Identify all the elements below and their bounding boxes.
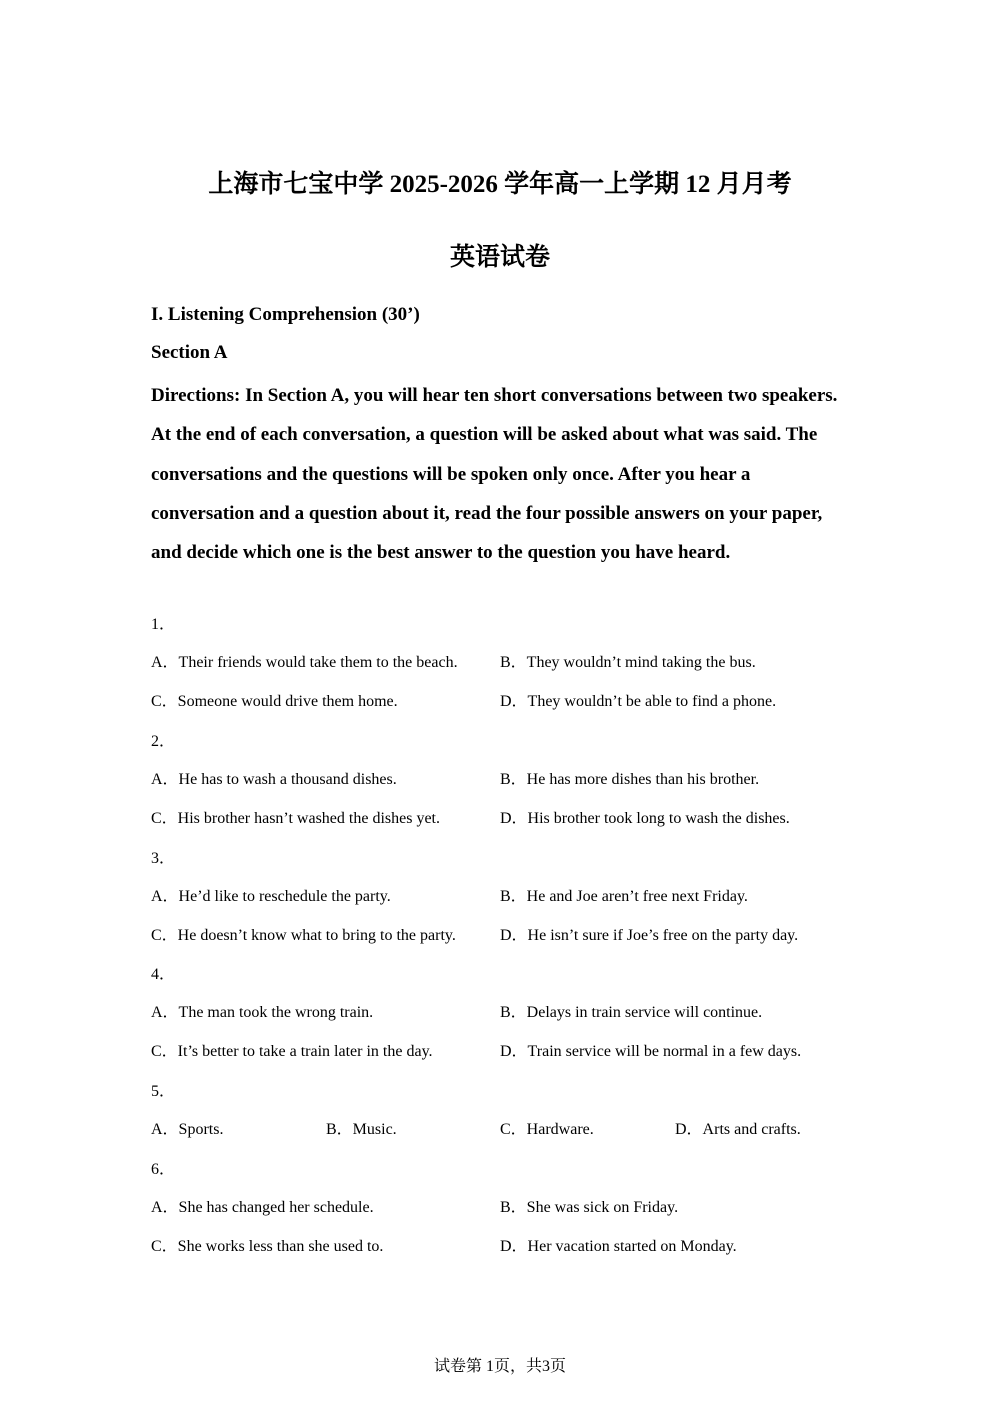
option-a: A．He has to wash a thousand dishes. [151, 771, 397, 788]
option-b: B．She was sick on Friday. [500, 1199, 679, 1216]
exam-title-line2: 英语试卷 [449, 244, 550, 271]
option-b: B．He has more dishes than his brother. [500, 771, 760, 788]
option-c: C．She works less than she used to. [151, 1238, 384, 1255]
option-d: D．They wouldn’t be able to find a phone. [500, 693, 777, 710]
question-number: 6． [151, 1161, 176, 1178]
option-b: B．They wouldn’t mind taking the bus. [500, 654, 756, 671]
option-d: D．His brother took long to wash the dishes. [500, 810, 790, 827]
question-number: 2． [151, 733, 176, 750]
question-number: 5． [151, 1083, 176, 1100]
option-d: D．He isn’t sure if Joe’s free on the party day. [500, 927, 799, 944]
question-number: 4． [151, 966, 176, 983]
option-d: D．Her vacation started on Monday. [500, 1238, 737, 1255]
option-c: C．His brother hasn’t washed the dishes yet. [151, 810, 440, 827]
option-d: D．Train service will be normal in a few days. [500, 1043, 802, 1060]
option-c: C．He doesn’t know what to bring to the party. [151, 927, 456, 944]
page-number-footer: 试卷第 1页，共3页 [433, 1358, 566, 1375]
option-b: B．Music. [326, 1121, 397, 1138]
exam-title-line1: 上海市七宝中学 2025-2026 学年高一上学期 12 月月考 [208, 171, 792, 198]
option-c: C．Someone would drive them home. [151, 693, 398, 710]
option-a: A．He’d like to reschedule the party. [151, 888, 391, 905]
option-a: A．She has changed her schedule. [151, 1199, 374, 1216]
section-heading: Section A [151, 342, 228, 363]
option-a: A．The man took the wrong train. [151, 1004, 374, 1021]
directions-paragraph: Directions: In Section A, you will hear ten short conversations between two speakers. At the end of each conversation, a question will be asked about what was said. The conversations and the questions will be spoken only once. After you hear a conversation and a question about it, read the four possible answers on your paper, and decide which one is the best answer to the question you have heard. [151, 385, 838, 564]
question-number: 3． [151, 850, 176, 867]
option-a: A．Sports. [151, 1121, 224, 1138]
option-b: B．Delays in train service will continue. [500, 1004, 763, 1021]
option-c: C．It’s better to take a train later in the day. [151, 1043, 433, 1060]
option-b: B．He and Joe aren’t free next Friday. [500, 888, 748, 905]
option-d: D．Arts and crafts. [675, 1121, 801, 1138]
option-a: A．Their friends would take them to the beach. [151, 654, 458, 671]
question-number: 1． [151, 616, 176, 633]
option-c: C．Hardware. [500, 1121, 594, 1138]
part-heading: I. Listening Comprehension (30’) [151, 304, 420, 325]
